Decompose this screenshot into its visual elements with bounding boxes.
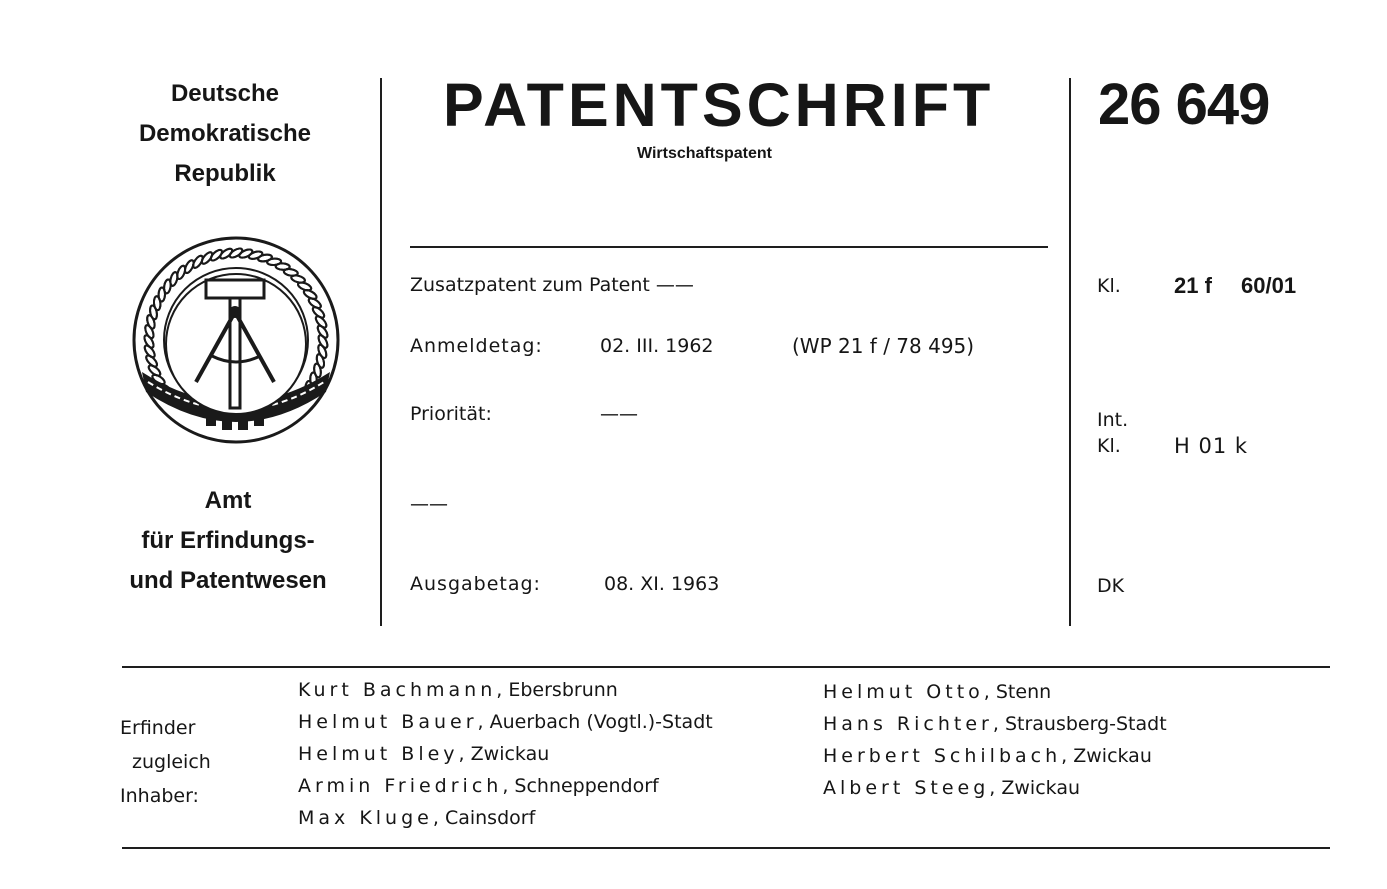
issuer-country bbox=[110, 74, 340, 194]
inventors-label-line: Inhaber: bbox=[120, 785, 199, 807]
ausgabetag-value: 08. XI. 1963 bbox=[604, 573, 720, 595]
document-title: PATENTSCHRIFT bbox=[443, 71, 995, 139]
header-rule bbox=[410, 246, 1048, 248]
blank-field-value: —— bbox=[410, 493, 448, 515]
list-item: Albert Steeg, Zwickau bbox=[823, 777, 1081, 799]
list-item: Herbert Schilbach, Zwickau bbox=[823, 745, 1152, 767]
prioritaet-label: Priorität: bbox=[410, 403, 492, 425]
issuer-office-line: und Patentwesen bbox=[129, 567, 327, 594]
issuer-country-line: Deutsche bbox=[170, 80, 280, 107]
inventors-label bbox=[120, 711, 211, 813]
list-item: Helmut Bauer, Auerbach (Vogtl.)-Stadt bbox=[298, 711, 713, 733]
inventors-label-line: Erfinder bbox=[120, 717, 196, 739]
issuer-office-line: für Erfindungs- bbox=[141, 527, 315, 554]
zusatzpatent-field: Zusatzpatent zum Patent —— bbox=[410, 274, 694, 296]
dk-label: DK bbox=[1097, 575, 1125, 597]
anmeldetag-reference: (WP 21 f / 78 495) bbox=[792, 334, 975, 358]
inventors-left-column bbox=[298, 678, 713, 838]
int-kl-value: H 01 k bbox=[1174, 434, 1249, 458]
issuer-office bbox=[98, 481, 358, 601]
document-subtitle: Wirtschaftspatent bbox=[637, 145, 772, 162]
list-item: Armin Friedrich, Schneppendorf bbox=[298, 775, 659, 797]
list-item: Hans Richter, Strausberg-Stadt bbox=[823, 713, 1167, 735]
divider-left bbox=[380, 78, 382, 626]
gdr-state-emblem-icon bbox=[128, 232, 344, 450]
patent-number: 26 649 bbox=[1098, 72, 1270, 137]
list-item: Max Kluge, Cainsdorf bbox=[298, 807, 536, 829]
inventors-label-line: zugleich bbox=[132, 751, 211, 773]
kl-group-value: 60/01 bbox=[1241, 273, 1297, 298]
anmeldetag-value: 02. III. 1962 bbox=[600, 335, 714, 357]
kl-class-value: 21 f bbox=[1174, 273, 1212, 298]
inventors-right-column bbox=[823, 680, 1167, 808]
inventors-bottom-rule bbox=[122, 847, 1330, 849]
int-kl-label: Kl. bbox=[1097, 435, 1121, 457]
list-item: Kurt Bachmann, Ebersbrunn bbox=[298, 679, 618, 701]
inventors-top-rule bbox=[122, 666, 1330, 668]
divider-right bbox=[1069, 78, 1071, 626]
list-item: Helmut Otto, Stenn bbox=[823, 681, 1052, 703]
prioritaet-value: —— bbox=[600, 403, 638, 425]
anmeldetag-label: Anmeldetag: bbox=[410, 335, 543, 357]
ausgabetag-label: Ausgabetag: bbox=[410, 573, 541, 595]
int-label: Int. bbox=[1097, 409, 1129, 431]
issuer-country-line: Republik bbox=[174, 160, 276, 187]
issuer-country-line: Demokratische bbox=[138, 120, 312, 147]
list-item: Helmut Bley, Zwickau bbox=[298, 743, 550, 765]
issuer-office-line: Amt bbox=[204, 487, 252, 514]
kl-label: Kl. bbox=[1097, 275, 1121, 297]
